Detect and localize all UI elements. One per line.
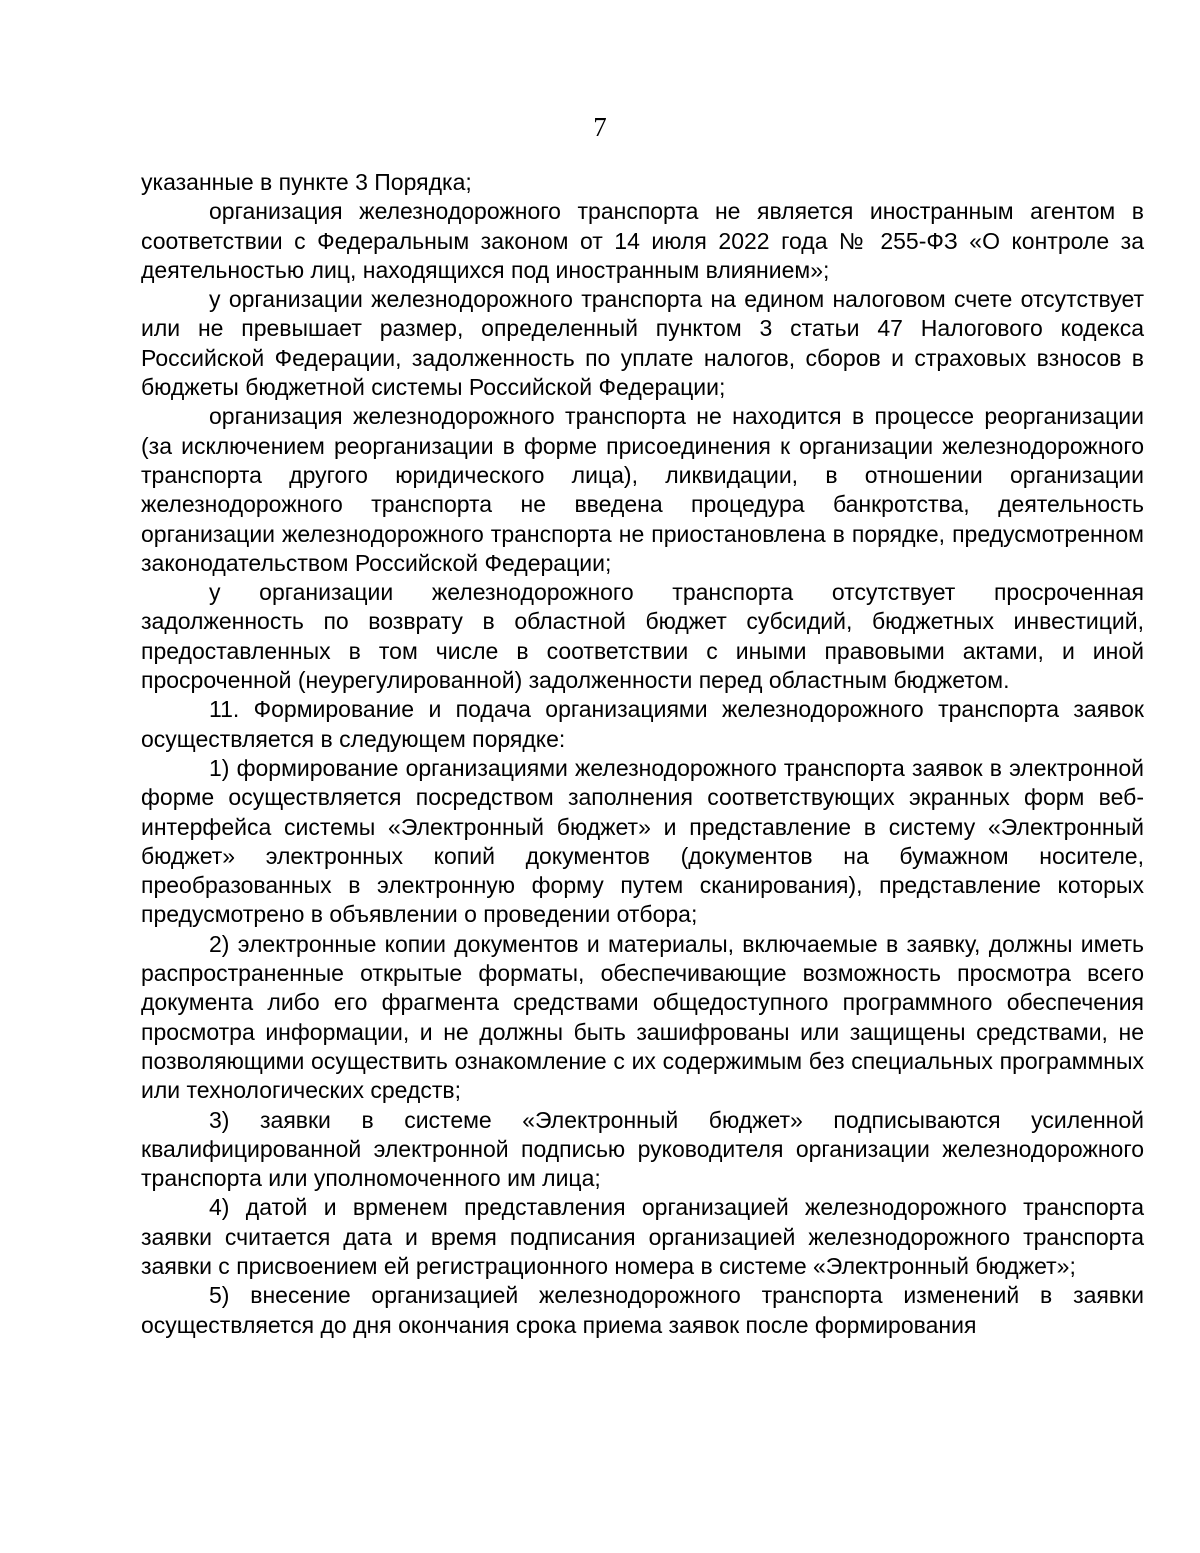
paragraph-item-4: 4) датой и врменем представления организацией железнодорожного транспорта заявки считается дата и время подписания организацией железнодорожного транспорта заявки с присвоением ей регистрационного номера в системе «Электронный бюджет»;: [141, 1194, 1144, 1279]
paragraph-item-5: 5) внесение организацией железнодорожного транспорта изменений в заявки осуществляется до дня окончания срока приема заявок после формирования: [141, 1282, 1144, 1338]
paragraph-item-3: 3) заявки в системе «Электронный бюджет» подписываются усиленной квалифицированной электронной подписью руководителя организации железнодорожного транспорта или уполномоченного им лица;: [141, 1106, 1144, 1192]
paragraph-clause-11: 11. Формирование и подача организациями железнодорожного транспорта заявок осуществляется в следующем порядке:: [141, 696, 1144, 752]
document-body: [141, 168, 1144, 1340]
paragraph-overdue-debt: у организации железнодорожного транспорта отсутствует просроченная задолженность по возврату в областной бюджет субсидий, бюджетных инвестиций, предоставленных в том числе в соответствии с иными правовыми актами, и иной просроченной (неурегулированной) задолженности перед областным бюджетом.: [141, 579, 1144, 694]
paragraph-item-1: 1) формирование организациями железнодорожного транспорта заявок в электронной форме осуществляется посредством заполнения соответствующих экранных форм веб-интерфейса системы «Электронный бюджет» и представление в систему «Электронный бюджет» электронных копий документов (документов на бумажном носителе, преобразованных в электронную форму путем сканирования), представление которых предусмотрено в объявлении о проведении отбора;: [141, 754, 1144, 928]
paragraph-reorganization: организация железнодорожного транспорта не находится в процессе реорганизации (за исключением реорганизации в форме присоединения к организации железнодорожного транспорта другого юридического лица), ликвидации, в отношении организации железнодорожного транспорта не введена процедура банкротства, деятельность организации железнодорожного транспорта не приостановлена в порядке, предусмотренном законодательством Российской Федерации;: [141, 403, 1144, 576]
page-number: 7: [593, 112, 607, 142]
paragraph-continuation: указанные в пункте 3 Порядка;: [141, 169, 472, 195]
paragraph-item-2: 2) электронные копии документов и материалы, включаемые в заявку, должны иметь распространенные открытые форматы, обеспечивающие возможность просмотра всего документа либо его фрагмента средствами общедоступного программного обеспечения просмотра информации, и не должны быть зашифрованы или защищены средствами, не позволяющими осуществить ознакомление с их содержимым без специальных программных или технологических средств;: [141, 930, 1144, 1104]
paragraph-foreign-agent: организация железнодорожного транспорта не является иностранным агентом в соответствии с Федеральным законом от 14 июля 2022 года № 255-ФЗ «О контроле за деятельностью лиц, находящихся под иностранным влиянием»;: [141, 198, 1144, 283]
paragraph-tax-debt: у организации железнодорожного транспорта на едином налоговом счете отсутствует или не превышает размер, определенный пунктом 3 статьи 47 Налогового кодекса Российской Федерации, задолженность по уплате налогов, сборов и страховых взносов в бюджеты бюджетной системы Российской Федерации;: [141, 286, 1144, 401]
